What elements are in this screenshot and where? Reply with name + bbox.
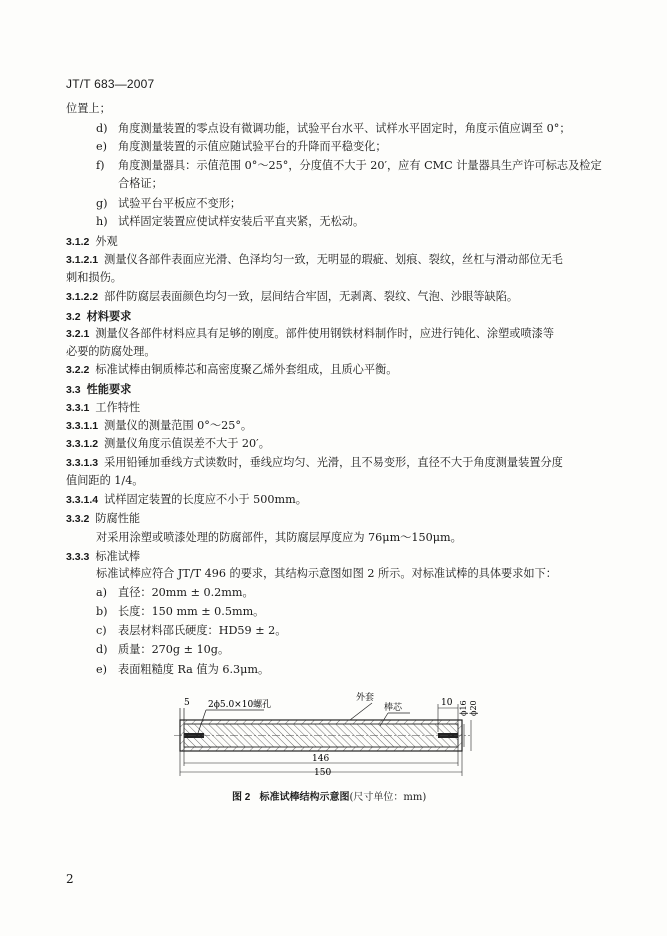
line-text: 对采用涂塑或喷漆处理的防腐部件，其防腐层厚度应为 76μm～150μm。	[96, 531, 462, 544]
clause-3-2-2	[66, 363, 397, 377]
clause-number: 3.2	[66, 311, 81, 323]
list-item-h	[96, 215, 364, 229]
list-marker: g)	[96, 197, 108, 210]
figure-number: 图 2	[232, 792, 251, 803]
list-item-d	[96, 122, 571, 136]
dim-150-label: 150	[314, 768, 332, 778]
line-text: 测量仪的测量范围 0°～25°。	[104, 419, 253, 432]
line-text: 防腐性能	[95, 512, 141, 525]
figure-title: 标准试棒结构示意图	[259, 792, 350, 803]
line-text: 角度测量器具：示值范围 0°～25°，分度值不大于 20′，应有 CMC 计量器具生产许可标志及检定	[118, 159, 602, 172]
line-text: 直径：20mm ± 0.2mm。	[118, 586, 254, 599]
list-marker: a)	[96, 586, 108, 599]
line-text: 必要的防腐处理。	[66, 345, 156, 358]
line-text: 试验平台平板应不变形；	[118, 197, 242, 210]
clause-3-3-3	[66, 550, 140, 564]
line-text: 标准试棒由铜质棒芯和高密度聚乙烯外套组成，且质心平衡。	[95, 363, 398, 376]
list-marker: d)	[96, 122, 108, 135]
sleeve-label: 外套	[356, 693, 375, 703]
figure-2-test-bar-diagram	[170, 686, 490, 778]
clause-3-3-1-1	[66, 419, 252, 433]
clause-3-2	[66, 309, 131, 324]
line-text: 刺和损伤。	[66, 271, 122, 284]
line-text: 表面粗糙度 Ra 值为 6.3μm。	[118, 663, 270, 676]
dim-146-label: 146	[312, 754, 330, 764]
clause-number: 3.2.1	[66, 328, 90, 340]
line-text: 测量仪角度示值误差不大于 20′。	[104, 437, 270, 450]
list-item-b	[96, 605, 264, 619]
line-text: 性能要求	[86, 382, 132, 396]
screw-hole-label: 2ϕ5.0×10螺孔	[208, 700, 272, 710]
line-text: 工作特性	[95, 401, 141, 414]
clause-3-1-2-1	[66, 253, 563, 267]
list-marker: d)	[96, 643, 108, 656]
list-marker: f)	[96, 159, 105, 172]
list-item-a	[96, 586, 254, 600]
clause-number: 3.3.3	[66, 551, 90, 563]
text-line	[66, 102, 111, 116]
line-text: 测量仪各部件材料应具有足够的刚度。部件使用钢铁材料制作时，应进行钝化、涂塑或喷漆等	[95, 327, 555, 340]
line-text: 采用铅锤加垂线方式读数时，垂线应均匀、光滑，且不易变形，直径不大于角度测量装置分度	[104, 456, 563, 469]
line-text: 试样固定装置应使试样安装后平直夹紧，无松动。	[118, 215, 365, 228]
list-item-e	[96, 663, 269, 677]
list-item-c	[96, 624, 286, 638]
line-text: 角度测量装置的示值应随试验平台的升降而平稳变化；	[118, 140, 387, 153]
line-text: 位置上；	[66, 102, 111, 115]
line-text: 长度：150 mm ± 0.5mm。	[118, 605, 265, 618]
list-item-d	[96, 643, 229, 657]
core-label: 棒芯	[384, 703, 403, 713]
standard-code-header: JT/T 683—2007	[66, 77, 155, 91]
clause-3-3-1-3	[66, 456, 563, 470]
clause-3-3	[66, 382, 131, 397]
line-text: 标准试棒应符合 JT/T 496 的要求，其结构示意图如图 2 所示。对标准试棒的具体要求如下：	[96, 567, 557, 580]
text-line	[96, 567, 557, 581]
list-item-g	[96, 197, 241, 211]
page-number: 2	[66, 872, 74, 886]
dim-10-label: 10	[441, 698, 453, 708]
line-text: 测量仪各部件表面应光滑、色泽均匀一致，无明显的瑕疵、划痕、裂纹，丝杠与滑动部位无毛	[104, 253, 563, 266]
text-line	[118, 177, 163, 191]
dim-phi16-label: ϕ16	[459, 700, 468, 716]
clause-3-3-2	[66, 512, 140, 526]
list-item-e	[96, 140, 387, 154]
line-text: 值间距的 1/4。	[66, 474, 144, 487]
list-marker: e)	[96, 663, 107, 676]
figure-unit: (尺寸单位：mm)	[349, 792, 427, 803]
figure-caption	[232, 788, 426, 803]
clause-3-2-1	[66, 327, 554, 341]
list-marker: e)	[96, 140, 107, 153]
clause-3-1-2-2	[66, 290, 518, 304]
clause-number: 3.3.1.2	[66, 438, 99, 450]
list-marker: c)	[96, 624, 107, 637]
text-line	[66, 474, 144, 488]
line-text: 角度测量装置的零点设有微调功能，试验平台水平、试样水平固定时，角度示值应调至 0°；	[118, 122, 571, 135]
clause-number: 3.1.2.1	[66, 254, 99, 266]
clause-3-3-1	[66, 401, 140, 415]
line-text: 表层材料邵氏硬度：HD59 ± 2。	[118, 624, 287, 637]
line-text: 外观	[95, 235, 118, 248]
clause-3-3-1-4	[66, 493, 307, 507]
text-line	[66, 345, 156, 359]
line-text: 部件防腐层表面颜色均匀一致，层间结合牢固，无剥离、裂纹、气泡、沙眼等缺陷。	[104, 290, 519, 303]
line-text: 质量：270g ± 10g。	[118, 643, 230, 656]
list-marker: h)	[96, 215, 108, 228]
clause-number: 3.3.1	[66, 402, 90, 414]
list-item-f	[96, 159, 602, 173]
clause-number: 3.3.1.4	[66, 494, 99, 506]
text-line	[66, 271, 122, 285]
clause-number: 3.1.2.2	[66, 291, 99, 303]
clause-number: 3.2.2	[66, 364, 90, 376]
text-line	[96, 531, 462, 545]
clause-number: 3.3	[66, 384, 81, 396]
line-text: 标准试棒	[95, 550, 141, 563]
dim-5-label: 5	[184, 698, 190, 708]
list-marker: b)	[96, 605, 108, 618]
clause-number: 3.3.1.3	[66, 457, 99, 469]
clause-3-1-2	[66, 235, 118, 249]
clause-number: 3.3.2	[66, 513, 90, 525]
clause-number: 3.1.2	[66, 236, 90, 248]
dim-phi20-label: ϕ20	[469, 700, 478, 716]
clause-3-3-1-2	[66, 437, 270, 451]
line-text: 材料要求	[86, 309, 132, 323]
clause-number: 3.3.1.1	[66, 420, 99, 432]
line-text: 合格证；	[118, 177, 163, 190]
line-text: 试样固定装置的长度应不小于 500mm。	[104, 493, 307, 506]
